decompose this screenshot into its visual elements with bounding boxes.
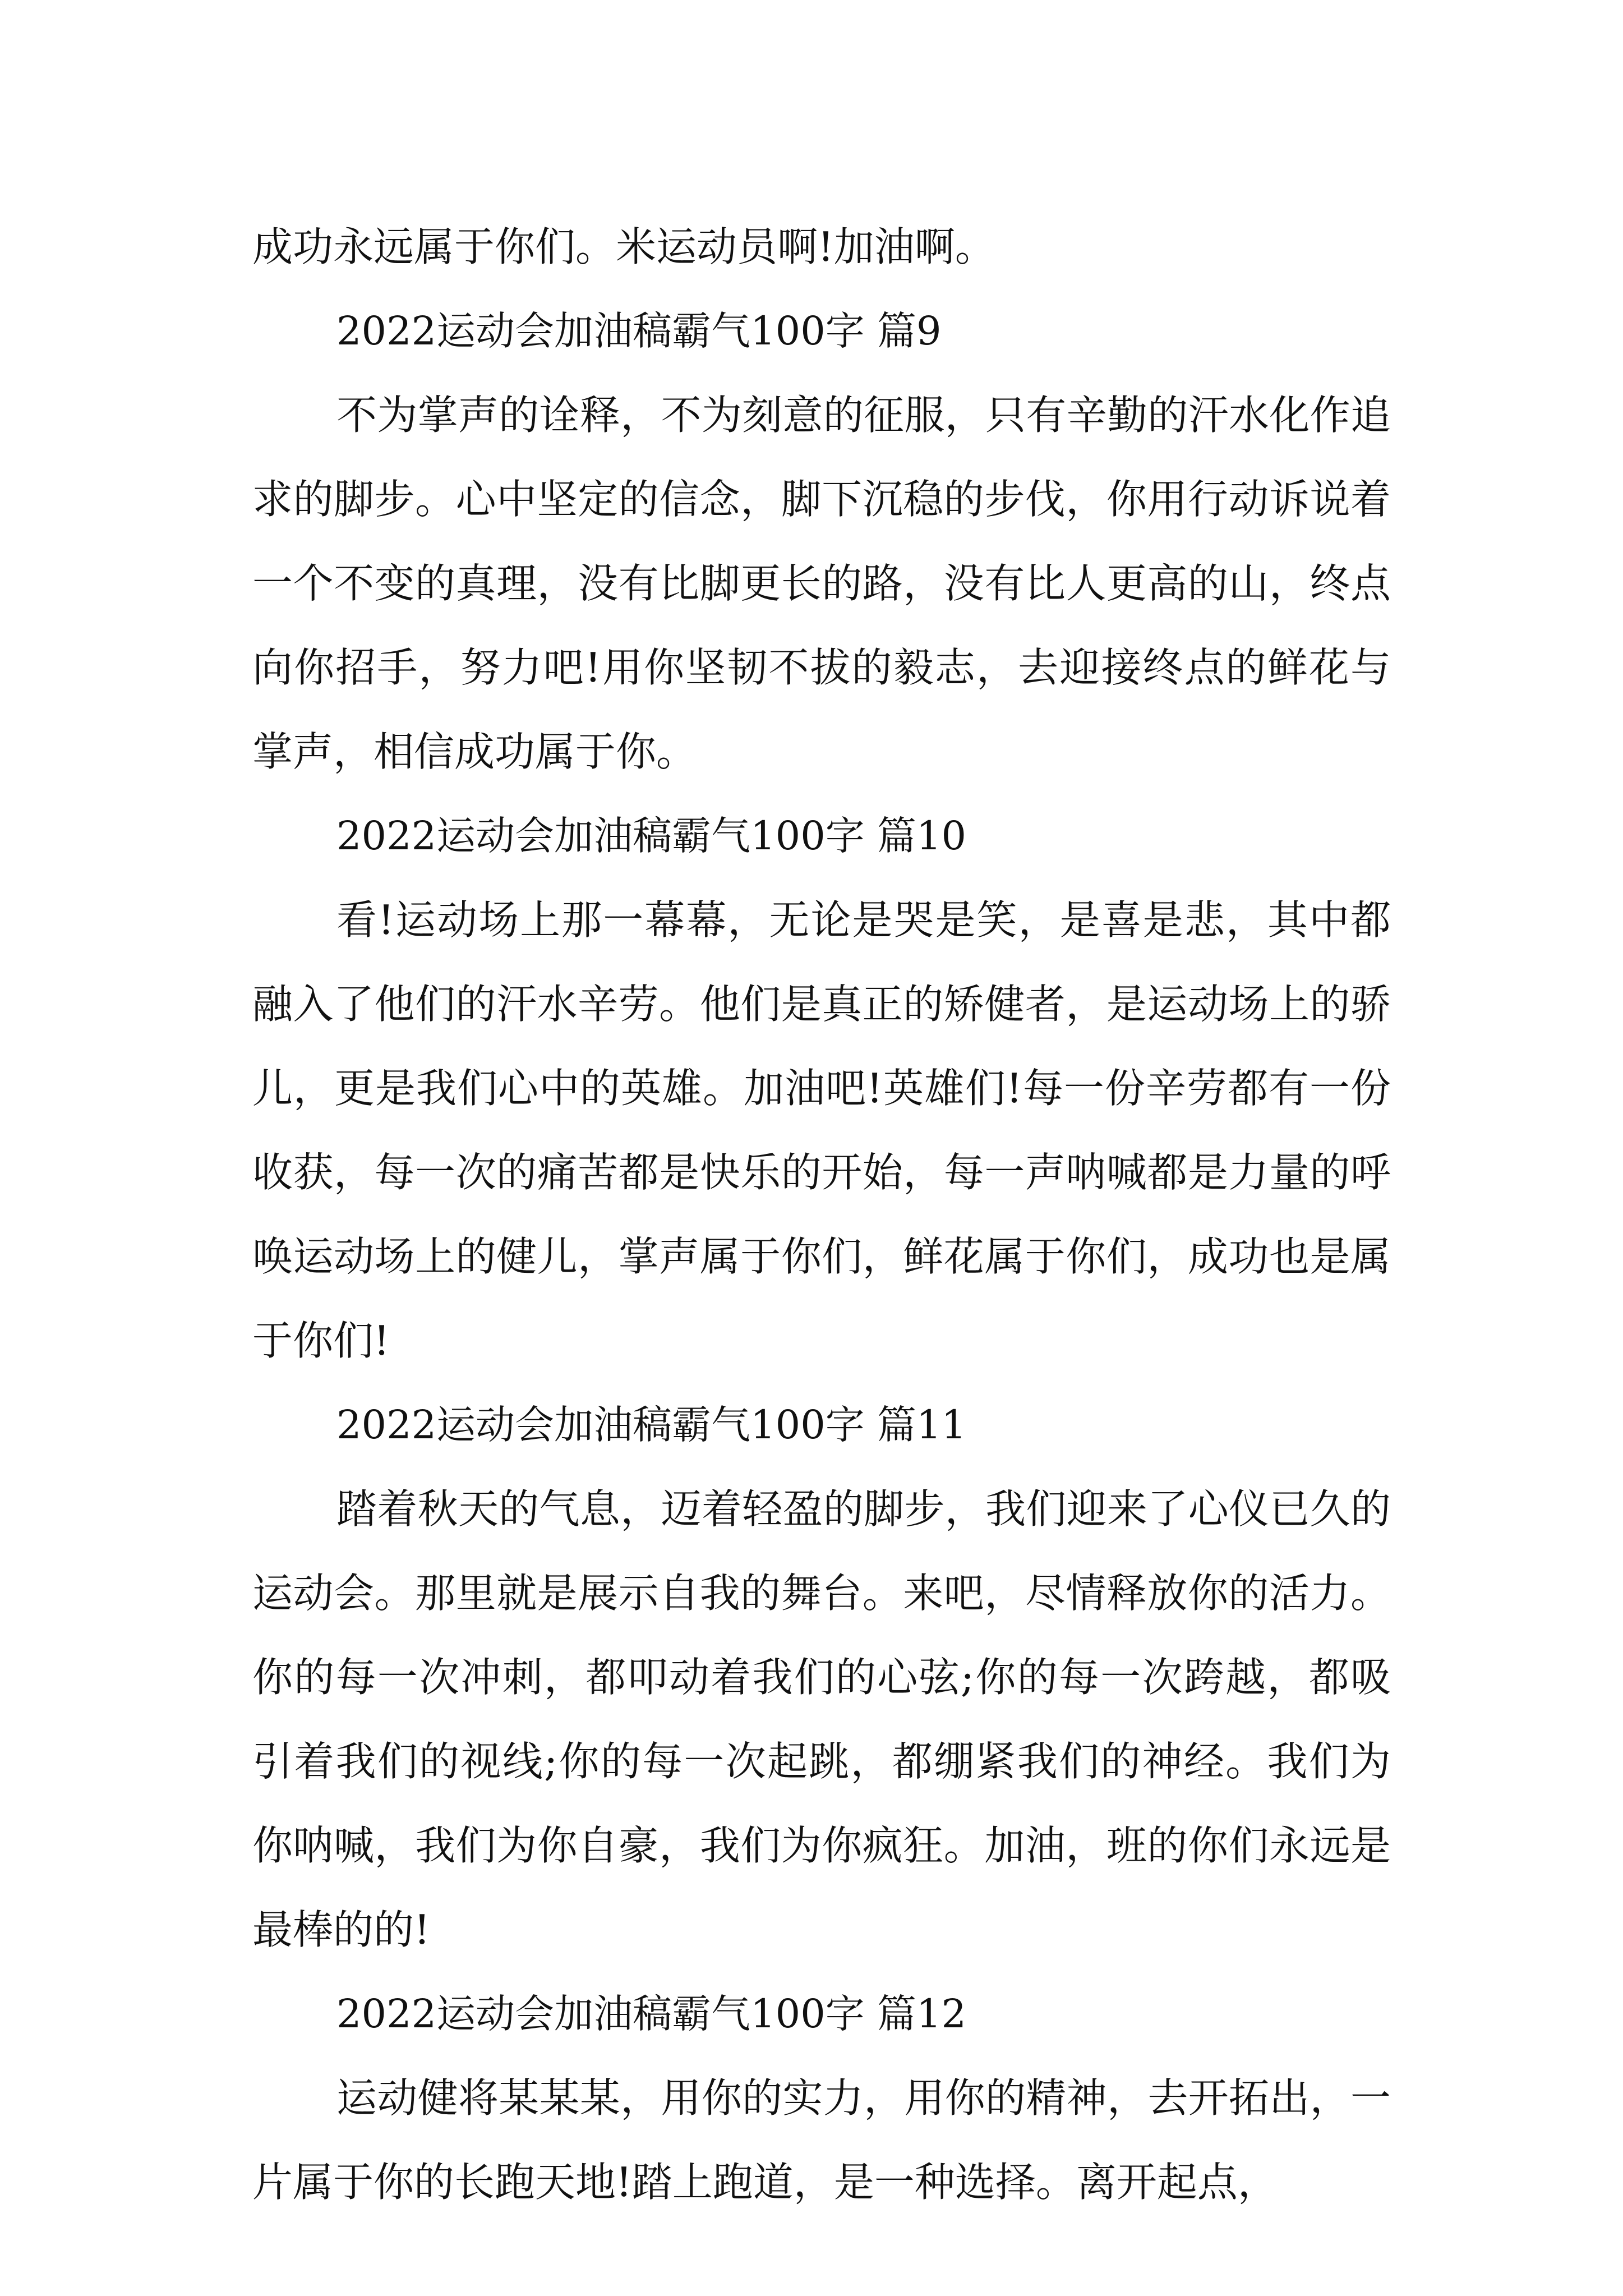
- paragraph: 成功永远属于你们。米运动员啊!加油啊。: [252, 223, 995, 270]
- section-heading: 2022运动会加油稿霸气100字 篇11: [336, 1402, 967, 1448]
- paragraph: 踏着秋天的气息，迈着轻盈的脚步，我们迎来了心仪已久的运动会。那里就是展示自我的舞台。来吧，尽情释放你的活力。你的每一次冲刺，都叩动着我们的心弦;你的每一次跨越，都吸引着我们的视线;你的每一次起跳，都绷紧我们的神经。我们为你呐喊，我们为你自豪，我们为你疯狂。加油，班的你们永远是最棒的的!: [252, 1485, 1391, 1953]
- section-heading: 2022运动会加油稿霸气100字 篇10: [336, 813, 967, 859]
- document-body: [252, 205, 1391, 2224]
- paragraph: 运动健将某某某，用你的实力，用你的精神，去开拓出，一片属于你的长跑天地!踏上跑道，是一种选择。离开起点，: [252, 2074, 1391, 2206]
- section-heading: 2022运动会加油稿霸气100字 篇9: [336, 308, 942, 354]
- section-heading: 2022运动会加油稿霸气100字 篇12: [336, 1991, 967, 2037]
- paragraph: 不为掌声的诠释，不为刻意的征服，只有辛勤的汗水化作追求的脚步。心中坚定的信念，脚下沉稳的步伐，你用行动诉说着一个不变的真理，没有比脚更长的路，没有比人更高的山，终点向你招手，努力吧!用你坚韧不拔的毅志，去迎接终点的鲜花与掌声，相信成功属于你。: [252, 392, 1391, 775]
- paragraph: 看!运动场上那一幕幕，无论是哭是笑，是喜是悲，其中都融入了他们的汗水辛劳。他们是真正的矫健者，是运动场上的骄儿，更是我们心中的英雄。加油吧!英雄们!每一份辛劳都有一份收获，每一次的痛苦都是快乐的开始，每一声呐喊都是力量的呼唤运动场上的健儿，掌声属于你们，鲜花属于你们，成功也是属于你们!: [252, 896, 1391, 1364]
